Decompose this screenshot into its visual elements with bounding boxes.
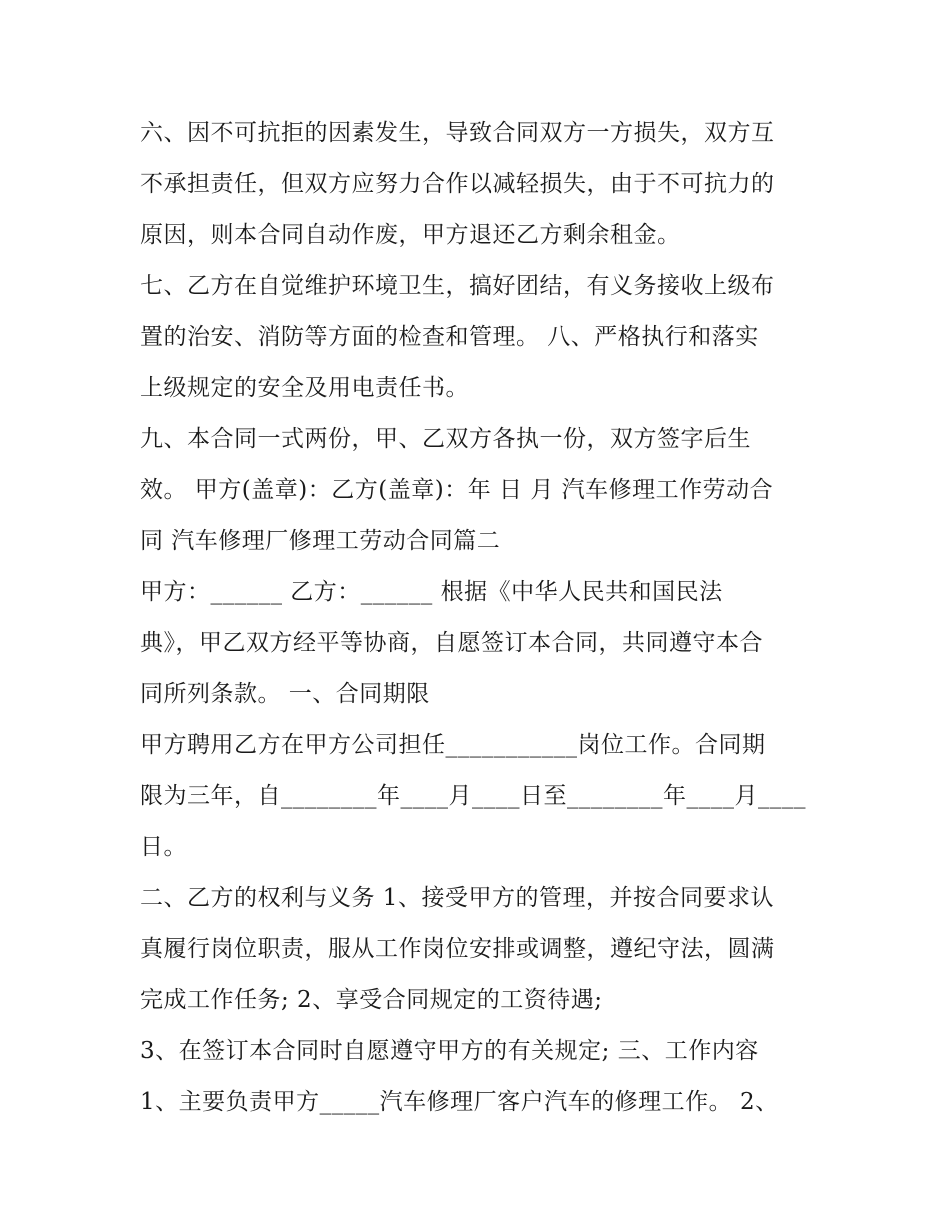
text-line: 置的治安、消防等方面的检查和管理。 八、严格执行和落实 — [140, 324, 759, 350]
text-line: 甲方聘用乙方在甲方公司担任___________岗位工作。合同期 — [140, 732, 766, 758]
text-line: 六、因不可抗拒的因素发生，导致合同双方一方损失，双方互 — [140, 120, 775, 146]
text-line: 原因，则本合同自动作废，甲方退还乙方剩余租金。 — [140, 222, 681, 248]
text-line: 不承担责任，但双方应努力合作以减轻损失，由于不可抗力的 — [140, 171, 775, 197]
text-line: 效。 甲方(盖章)：乙方(盖章)：年 日 月 汽车修理工作劳动合 — [140, 477, 774, 503]
text-line: 限为三年，自________年____月____日至________年____月____ — [140, 783, 806, 809]
text-line: 1、主要负责甲方_____汽车修理厂客户汽车的修理工作。 2、 — [140, 1089, 779, 1115]
text-line: 二、乙方的权利与义务 1、接受甲方的管理，并按合同要求认 — [140, 885, 774, 911]
text-line: 典》，甲乙双方经平等协商，自愿签订本合同，共同遵守本合 — [140, 630, 763, 656]
text-line: 九、本合同一式两份，甲、乙双方各执一份，双方签字后生 — [140, 426, 751, 452]
text-line: 真履行岗位职责，服从工作岗位安排或调整，遵纪守法，圆满 — [140, 936, 775, 962]
text-line: 同所列条款。 一、合同期限 — [140, 681, 430, 707]
contract-text — [140, 108, 820, 1128]
text-line: 七、乙方在自觉维护环境卫生，搞好团结，有义务接收上级布 — [140, 273, 775, 299]
text-line: 3、在签订本合同时自愿遵守甲方的有关规定; 三、工作内容 — [140, 1038, 759, 1064]
text-line: 同 汽车修理厂修理工劳动合同篇二 — [140, 528, 501, 554]
text-line: 日。 — [140, 834, 187, 860]
text-line: 上级规定的安全及用电责任书。 — [140, 375, 469, 401]
text-line: 甲方：______ 乙方：______ 根据《中华人民共和国民法 — [140, 579, 723, 605]
text-line: 完成工作任务; 2、享受合同规定的工资待遇; — [140, 987, 603, 1013]
